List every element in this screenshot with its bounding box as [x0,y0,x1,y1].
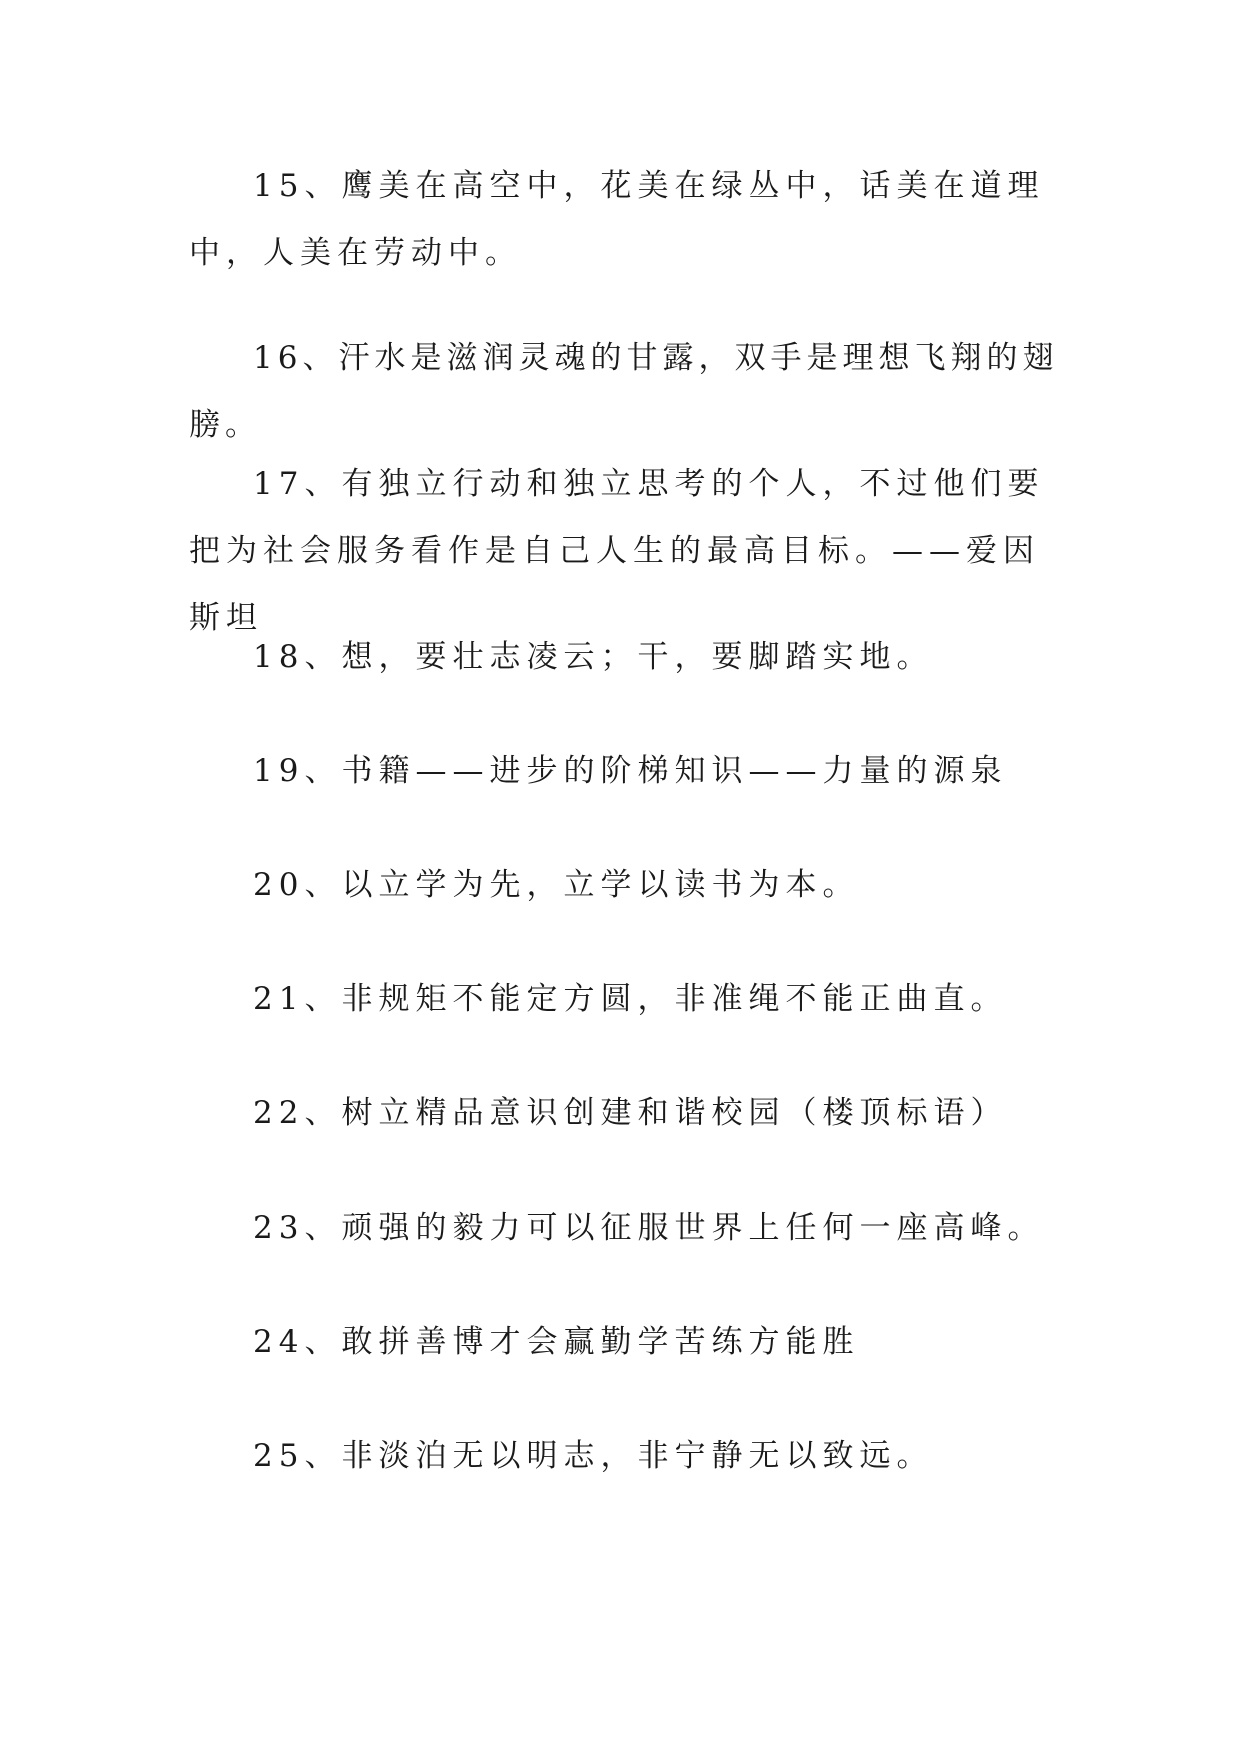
quote-paragraph-17: 17、有独立行动和独立思考的个人，不过他们要把为社会服务看作是自己人生的最高目标。——爱因斯坦 [189,466,1045,636]
quote-paragraph-22: 22、树立精品意识创建和谐校园（楼顶标语） [253,1095,1008,1131]
quote-paragraph-18: 18、想，要壮志凌云；干，要脚踏实地。 [253,639,934,675]
quote-paragraph-25: 25、非淡泊无以明志，非宁静无以致远。 [253,1438,934,1474]
quote-paragraph-23: 23、顽强的毅力可以征服世界上任何一座高峰。 [253,1210,1045,1246]
quote-paragraph-24: 24、敢拼善博才会赢勤学苦练方能胜 [253,1324,860,1360]
quote-paragraph-16: 16、汗水是滋润灵魂的甘露，双手是理想飞翔的翅膀。 [189,340,1059,443]
quote-paragraph-19: 19、书籍——进步的阶梯知识——力量的源泉 [253,753,1008,789]
quote-paragraph-15: 15、鹰美在高空中，花美在绿丛中，话美在道理中，人美在劳动中。 [189,168,1045,271]
quote-paragraph-21: 21、非规矩不能定方圆，非准绳不能正曲直。 [253,981,1008,1017]
quote-paragraph-20: 20、以立学为先，立学以读书为本。 [253,867,860,903]
